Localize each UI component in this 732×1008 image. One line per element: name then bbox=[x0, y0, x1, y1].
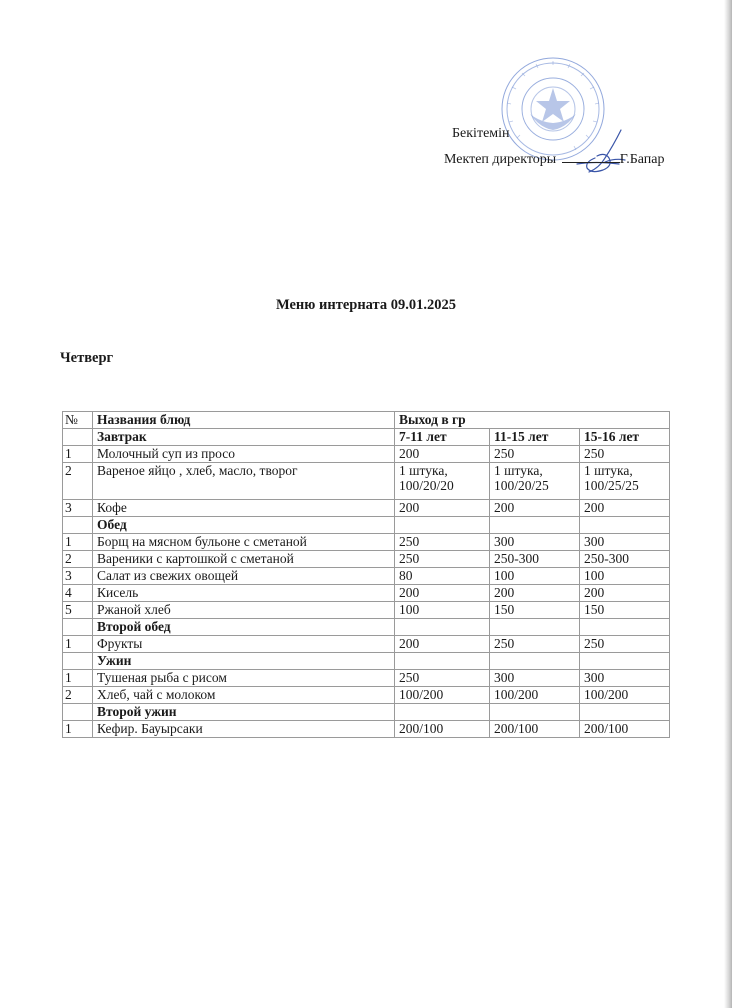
section-number-cell bbox=[63, 619, 93, 636]
table-header-row bbox=[63, 412, 670, 429]
header-output: Выход в гр bbox=[395, 412, 670, 429]
portion-value: 250 bbox=[490, 446, 580, 463]
age-group-cell bbox=[580, 704, 670, 721]
table-row bbox=[63, 446, 670, 463]
row-number: 4 bbox=[63, 585, 93, 602]
section-number-cell bbox=[63, 517, 93, 534]
portion-value: 200/100 bbox=[490, 721, 580, 738]
age-group-cell bbox=[490, 517, 580, 534]
portion-value: 100 bbox=[395, 602, 490, 619]
dish-name: Вареное яйцо , хлеб, масло, творог bbox=[93, 463, 395, 500]
age-group-cell: 11-15 лет bbox=[490, 429, 580, 446]
portion-value: 250 bbox=[395, 534, 490, 551]
header-number: № bbox=[63, 412, 93, 429]
portion-value: 200 bbox=[395, 585, 490, 602]
row-number: 3 bbox=[63, 568, 93, 585]
section-name: Второй обед bbox=[93, 619, 395, 636]
age-group-cell: 7-11 лет bbox=[395, 429, 490, 446]
table-row bbox=[63, 687, 670, 704]
portion-value: 150 bbox=[580, 602, 670, 619]
section-name: Второй ужин bbox=[93, 704, 395, 721]
row-number: 2 bbox=[63, 551, 93, 568]
table-row bbox=[63, 551, 670, 568]
dish-name: Фрукты bbox=[93, 636, 395, 653]
section-name: Ужин bbox=[93, 653, 395, 670]
row-number: 1 bbox=[63, 721, 93, 738]
portion-value: 250 bbox=[490, 636, 580, 653]
portion-value: 100/200 bbox=[580, 687, 670, 704]
table-row bbox=[63, 585, 670, 602]
portion-value: 250 bbox=[395, 551, 490, 568]
dish-name: Кисель bbox=[93, 585, 395, 602]
portion-value: 300 bbox=[580, 670, 670, 687]
table-row bbox=[63, 721, 670, 738]
row-number: 5 bbox=[63, 602, 93, 619]
director-name: Г.Бапар bbox=[619, 152, 665, 167]
portion-value: 200 bbox=[490, 585, 580, 602]
dish-name: Салат из свежих овощей bbox=[93, 568, 395, 585]
dish-name: Кефир. Бауырсаки bbox=[93, 721, 395, 738]
table-row bbox=[63, 463, 670, 500]
section-name: Завтрак bbox=[93, 429, 395, 446]
row-number: 3 bbox=[63, 500, 93, 517]
table-row bbox=[63, 670, 670, 687]
age-group-cell bbox=[395, 704, 490, 721]
dish-name: Борщ на мясном бульоне с сметаной bbox=[93, 534, 395, 551]
age-group-cell bbox=[395, 653, 490, 670]
portion-value: 300 bbox=[490, 670, 580, 687]
age-group-cell bbox=[580, 517, 670, 534]
table-row bbox=[63, 568, 670, 585]
row-number: 1 bbox=[63, 636, 93, 653]
header-dish-name: Названия блюд bbox=[93, 412, 395, 429]
approval-label: Бекітемін bbox=[452, 126, 510, 141]
portion-value: 100/200 bbox=[490, 687, 580, 704]
portion-value: 80 bbox=[395, 568, 490, 585]
portion-value: 200 bbox=[395, 500, 490, 517]
dish-name: Вареники с картошкой с сметаной bbox=[93, 551, 395, 568]
dish-name: Кофе bbox=[93, 500, 395, 517]
age-group-cell bbox=[490, 619, 580, 636]
age-group-cell bbox=[490, 704, 580, 721]
portion-value: 1 штука, 100/25/25 bbox=[580, 463, 670, 500]
dish-name: Тушеная рыба с рисом bbox=[93, 670, 395, 687]
section-row bbox=[63, 517, 670, 534]
table-row bbox=[63, 602, 670, 619]
portion-value: 1 штука, 100/20/20 bbox=[395, 463, 490, 500]
age-group-cell bbox=[395, 517, 490, 534]
portion-value: 100 bbox=[490, 568, 580, 585]
table-row bbox=[63, 534, 670, 551]
director-signature-line bbox=[444, 150, 665, 168]
day-of-week: Четверг bbox=[60, 350, 114, 366]
portion-value: 200 bbox=[395, 636, 490, 653]
section-row bbox=[63, 619, 670, 636]
row-number: 1 bbox=[63, 534, 93, 551]
section-row bbox=[63, 653, 670, 670]
section-number-cell bbox=[63, 429, 93, 446]
section-number-cell bbox=[63, 653, 93, 670]
director-title: Мектеп директоры bbox=[444, 152, 557, 167]
section-number-cell bbox=[63, 704, 93, 721]
portion-value: 250-300 bbox=[580, 551, 670, 568]
portion-value: 250-300 bbox=[490, 551, 580, 568]
portion-value: 200/100 bbox=[580, 721, 670, 738]
portion-value: 250 bbox=[580, 446, 670, 463]
portion-value: 250 bbox=[395, 670, 490, 687]
portion-value: 300 bbox=[580, 534, 670, 551]
age-group-cell bbox=[580, 619, 670, 636]
table-row bbox=[63, 636, 670, 653]
row-number: 2 bbox=[63, 687, 93, 704]
age-group-cell bbox=[395, 619, 490, 636]
age-group-cell: 15-16 лет bbox=[580, 429, 670, 446]
portion-value: 300 bbox=[490, 534, 580, 551]
row-number: 1 bbox=[63, 446, 93, 463]
dish-name: Молочный суп из просо bbox=[93, 446, 395, 463]
portion-value: 200 bbox=[580, 500, 670, 517]
dish-name: Ржаной хлеб bbox=[93, 602, 395, 619]
row-number: 1 bbox=[63, 670, 93, 687]
portion-value: 1 штука, 100/20/25 bbox=[490, 463, 580, 500]
age-group-cell bbox=[490, 653, 580, 670]
portion-value: 200 bbox=[580, 585, 670, 602]
dish-name: Хлеб, чай с молоком bbox=[93, 687, 395, 704]
portion-value: 100 bbox=[580, 568, 670, 585]
page-edge-shadow bbox=[724, 0, 732, 1008]
signature-underline bbox=[562, 150, 620, 163]
table-row bbox=[63, 500, 670, 517]
menu-table bbox=[62, 411, 670, 738]
age-group-cell bbox=[580, 653, 670, 670]
portion-value: 200 bbox=[395, 446, 490, 463]
section-row bbox=[63, 704, 670, 721]
portion-value: 250 bbox=[580, 636, 670, 653]
portion-value: 200 bbox=[490, 500, 580, 517]
page-title: Меню интерната 09.01.2025 bbox=[276, 297, 456, 313]
portion-value: 100/200 bbox=[395, 687, 490, 704]
row-number: 2 bbox=[63, 463, 93, 500]
portion-value: 200/100 bbox=[395, 721, 490, 738]
section-row bbox=[63, 429, 670, 446]
section-name: Обед bbox=[93, 517, 395, 534]
portion-value: 150 bbox=[490, 602, 580, 619]
